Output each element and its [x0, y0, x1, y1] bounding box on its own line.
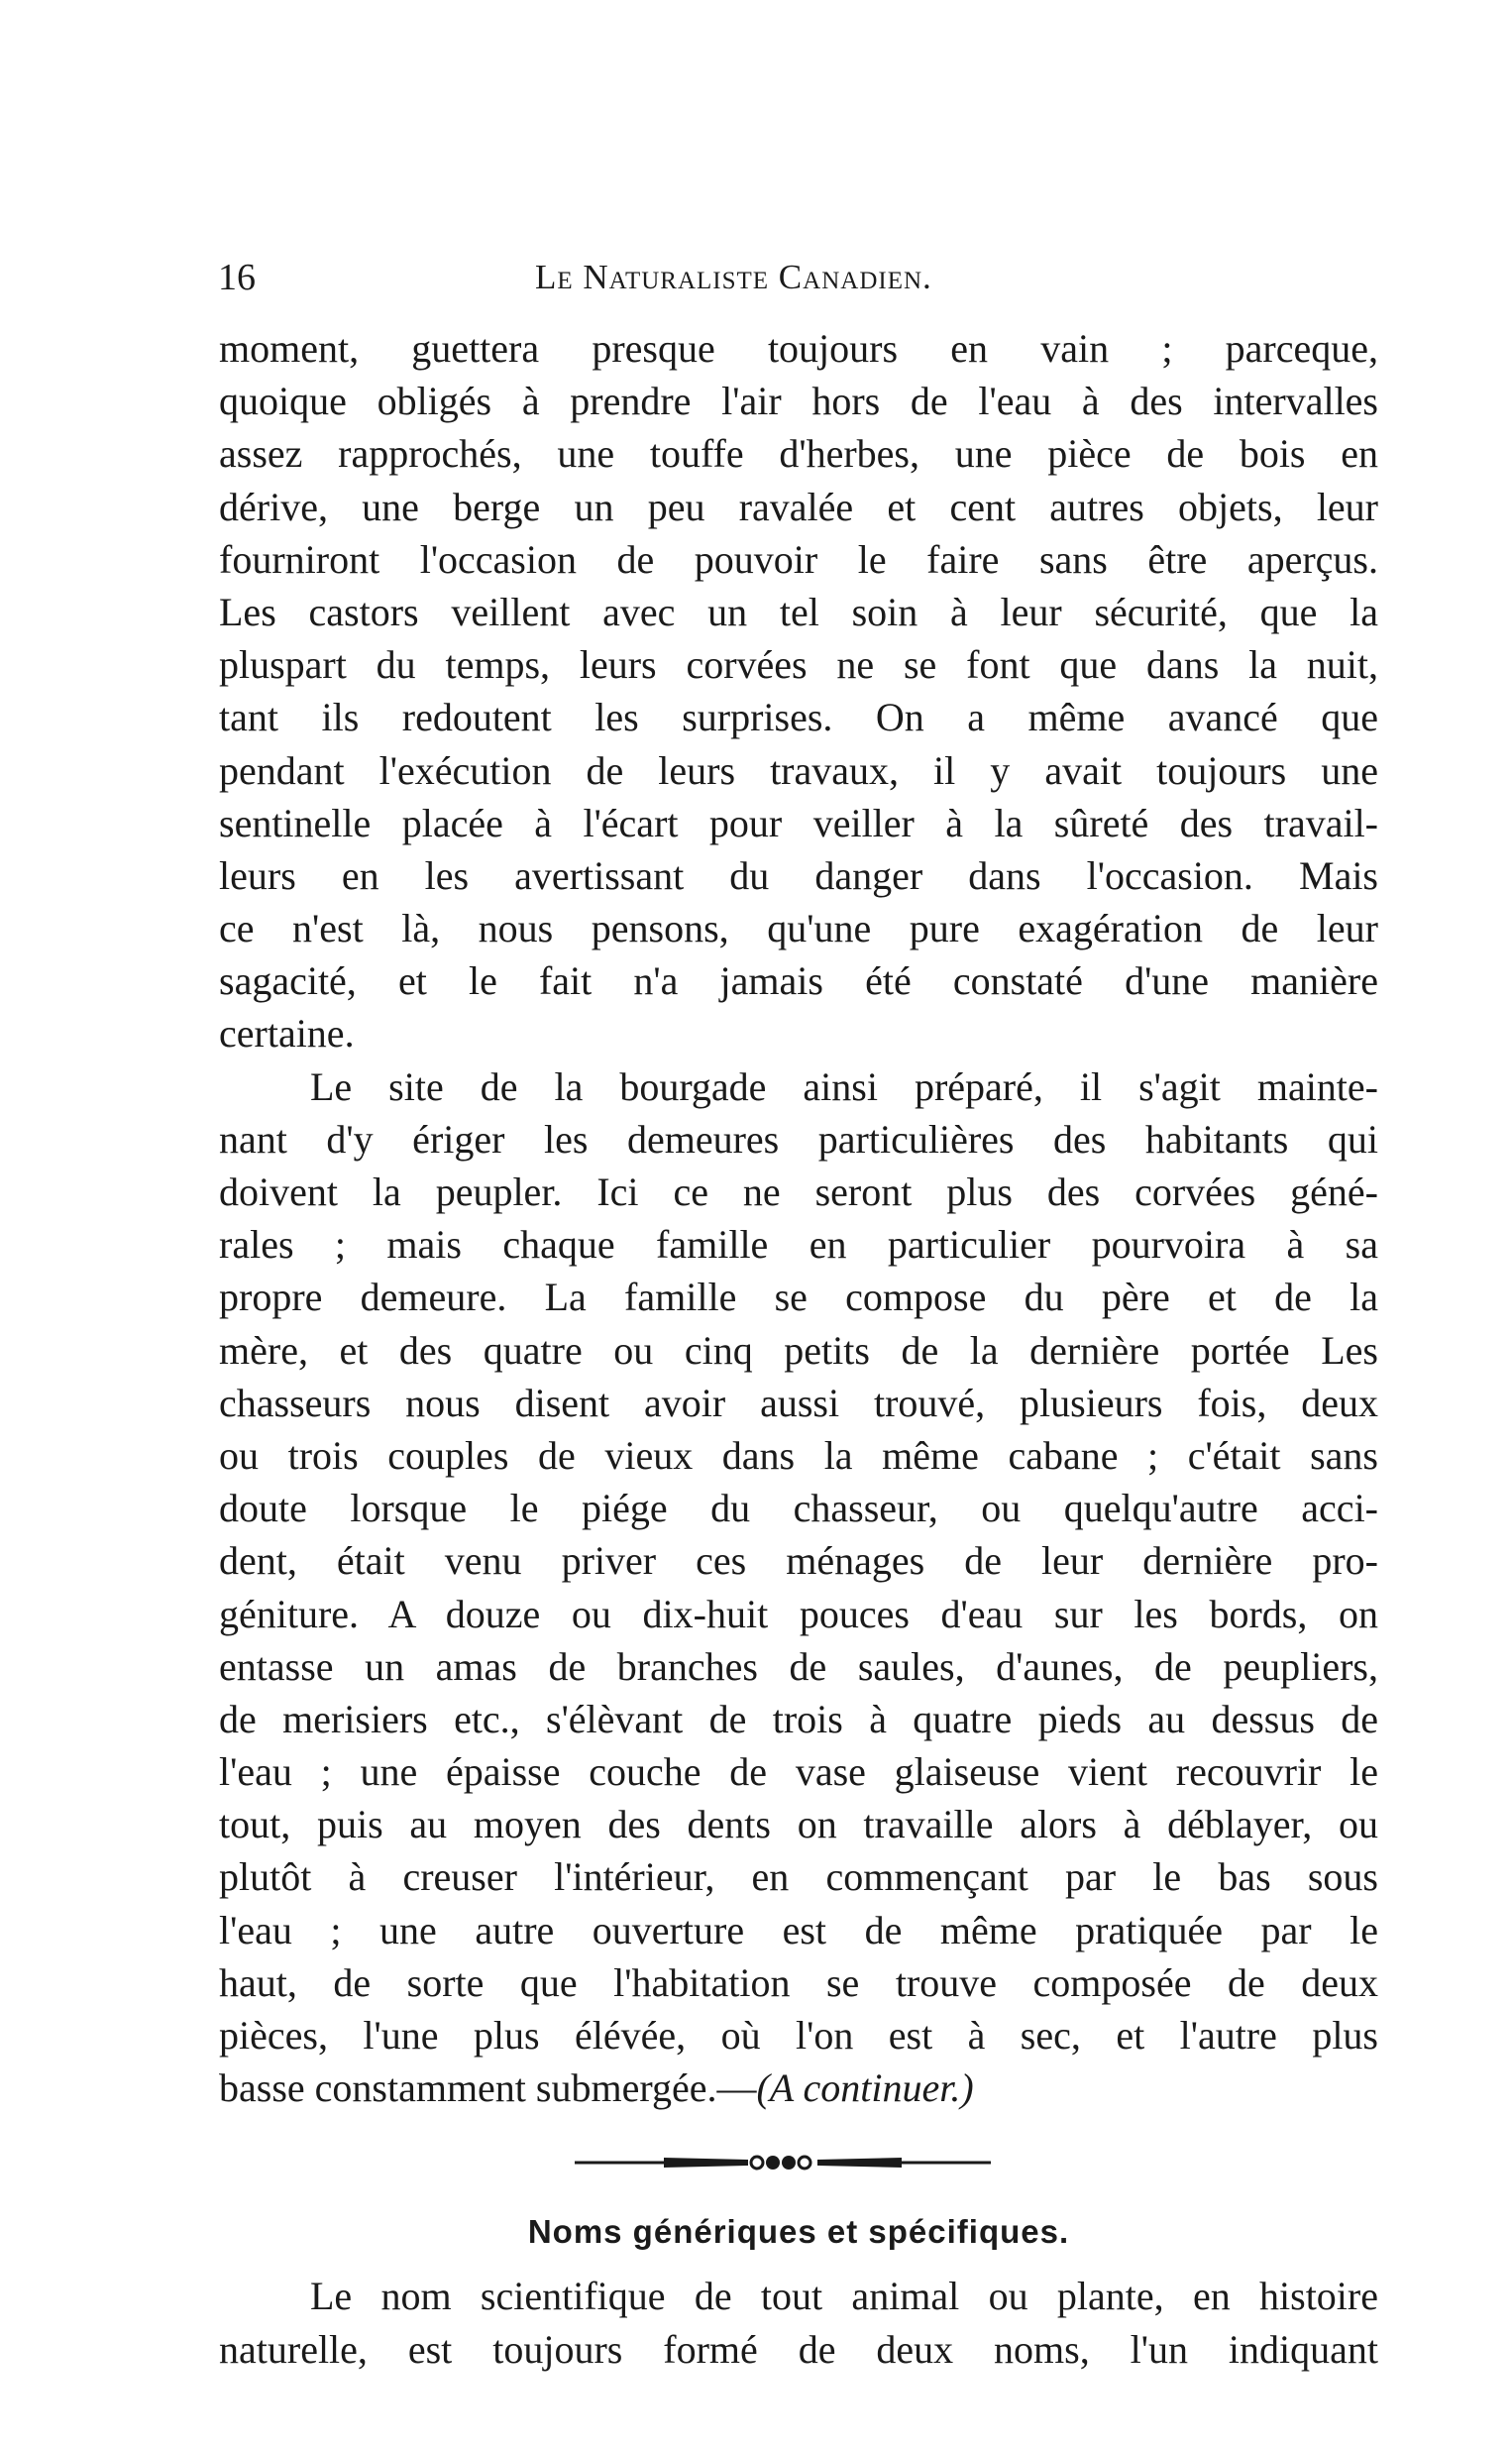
text-line: dent, était venu priver ces ménages de leur dernière pro-	[219, 1538, 1378, 1584]
page-number: 16	[218, 257, 256, 298]
text-line: assez rapprochés, une touffe d'herbes, une pièce de bois en	[219, 431, 1378, 477]
text-line: leurs en les avertissant du danger dans l'occasion. Mais	[219, 852, 1378, 898]
text-line: mère, et des quatre ou cinq petits de la dernière portée Les	[219, 1327, 1378, 1373]
text-line: Le site de la bourgade ainsi préparé, il s'agit mainte-	[310, 1063, 1378, 1109]
page-header	[218, 256, 1377, 305]
text-line: dérive, une berge un peu ravalée et cent autres objets, leur	[219, 484, 1378, 529]
text-line: propre demeure. La famille se compose du père et de la	[219, 1275, 1378, 1320]
text-line: naturelle, est toujours formé de deux noms, l'un indiquant	[219, 2327, 1378, 2372]
text-line: l'eau ; une autre ouverture est de même pratiquée par le	[219, 1907, 1378, 1952]
text-line: l'eau ; une épaisse couche de vase glaiseuse vient recouvrir le	[219, 1749, 1378, 1795]
text-line: Les castors veillent avec un tel soin à leur sécurité, que la	[219, 589, 1378, 634]
text-line: certaine.	[219, 1011, 355, 1057]
text-line: pluspart du temps, leurs corvées ne se font que dans la nuit,	[219, 642, 1378, 688]
closing-text: basse constamment submergée.—	[219, 2065, 757, 2111]
text-line: fourniront l'occasion de pouvoir le faire sans être aperçus.	[219, 536, 1378, 582]
text-line: doute lorsque le piége du chasseur, ou quelqu'autre acci-	[219, 1486, 1378, 1531]
text-line: tout, puis au moyen des dents on travaille alors à déblayer, ou	[219, 1802, 1378, 1847]
continuation-note: (A continuer.)	[756, 2065, 974, 2111]
text-line: de merisiers etc., s'élèvant de trois à quatre pieds au dessus de	[219, 1696, 1378, 1741]
text-line: géniture. A douze ou dix-huit pouces d'eau sur les bords, on	[219, 1591, 1378, 1636]
text-line: quoique obligés à prendre l'air hors de l'eau à des intervalles	[219, 379, 1378, 424]
text-line: haut, de sorte que l'habitation se trouve composée de deux	[219, 1959, 1378, 2005]
text-line: chasseurs nous disent avoir aussi trouvé, plusieurs fois, deux	[219, 1380, 1378, 1425]
text-line: ou trois couples de vieux dans la même cabane ; c'était sans	[219, 1432, 1378, 1478]
running-title: Le Naturaliste Canadien.	[535, 258, 932, 296]
section-divider-ornament	[575, 2146, 991, 2179]
section-body	[219, 2270, 1378, 2377]
article-body	[219, 322, 1378, 2114]
text-line: plutôt à creuser l'intérieur, en commençant par le bas sous	[219, 1854, 1378, 1900]
text-line: ce n'est là, nous pensons, qu'une pure exagération de leur	[219, 906, 1378, 951]
text-line: moment, guettera presque toujours en vain ; parceque,	[219, 326, 1378, 371]
text-line: rales ; mais chaque famille en particulier pourvoira à sa	[219, 1222, 1378, 1268]
text-line: Le nom scientifique de tout animal ou plante, en histoire	[310, 2274, 1378, 2318]
text-line: nant d'y ériger les demeures particulières des habitants qui	[219, 1116, 1378, 1162]
text-line: doivent la peupler. Ici ce ne seront plus des corvées géné-	[219, 1169, 1378, 1214]
text-line: entasse un amas de branches de saules, d'aunes, de peupliers,	[219, 1643, 1378, 1689]
text-line: pièces, l'une plus élévée, où l'on est à sec, et l'autre plus	[219, 2013, 1378, 2058]
text-line: pendant l'exécution de leurs travaux, il y avait toujours une	[219, 747, 1378, 793]
text-line: tant ils redoutent les surprises. On a même avancé que	[219, 695, 1378, 740]
section-title: Noms génériques et spécifiques.	[527, 2213, 1070, 2250]
text-line: sagacité, et le fait n'a jamais été constaté d'une manière	[219, 958, 1378, 1004]
closing-line	[219, 2061, 1378, 2114]
text-line: sentinelle placée à l'écart pour veiller à la sûreté des travail-	[219, 800, 1378, 845]
